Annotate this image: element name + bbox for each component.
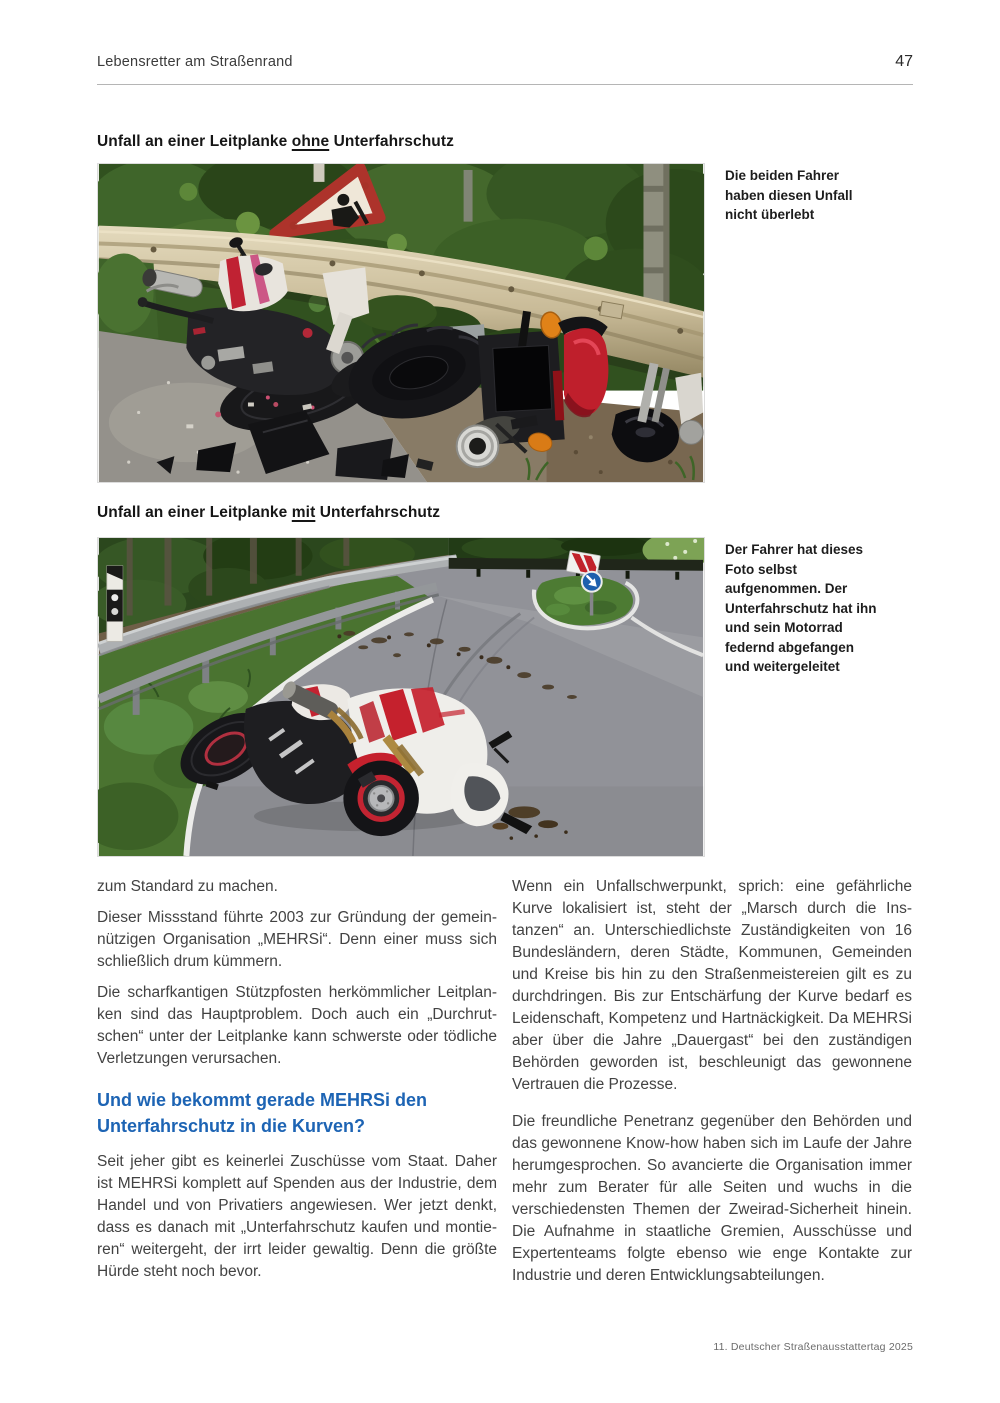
figure-2-heading — [97, 504, 440, 522]
crash-photo-1-illustration — [98, 164, 704, 482]
page-footer: 11. Deutscher Straßenausstattertag 2025 — [713, 1341, 913, 1353]
figure-1-caption: Die beiden Fahrer haben diesen Unfall nicht überlebt — [725, 168, 853, 222]
paragraph: Dieser Missstand führte 2003 zur Gründung der gemeinnützigen Organisation „MEHRSi“. Denn einer muss sich schließlich drum kümmern. — [97, 909, 497, 970]
figure-1-heading — [97, 133, 454, 151]
figure-1-heading-pre: Unfall an einer Leitplanke — [97, 133, 292, 150]
crash-photo-2-illustration — [98, 538, 704, 856]
paragraph: Die scharfkantigen Stützpfosten herkömmlicher Leitplanken sind das Hauptproblem. Doch auch ein „Durchrutschen“ unter der Leitplanke kann schwerste oder tödliche Verletzungen verursachen. — [97, 984, 497, 1067]
section-subheading: Und wie bekommt gerade MEHRSi den Unterfahrschutz in die Kurven? — [97, 1090, 428, 1136]
paragraph: Wenn ein Unfallschwerpunkt, sprich: eine gefährliche Kurve lokalisiert ist, steht der „Marsch durch die Instanzen“ an. Unterschiedlichste Zuständigkeiten von 16 Bundesländern, deren Städte, Kommunen, Gemeinden und Kreise bis hin zu den Straßenmeistereien gilt es zu durchdringen. Bis zur Entschärfung der Kurve bedarf es Leidenschaft, Kompetenz und Hartnäckigkeit. Da MEHRSi aber über die Jahre „Dauergast“ bei den zuständigen Behörden geworden ist, beschleunigt das gewonnene Vertrauen die Prozesse. — [512, 878, 912, 1093]
page-number: 47 — [895, 53, 913, 70]
reflector-post-icon — [107, 566, 123, 642]
figure-2-heading-emphasis: mit — [291, 504, 316, 521]
running-title: Lebensretter am Straßenrand — [97, 54, 293, 70]
figure-1-heading-emphasis: ohne — [291, 133, 330, 150]
running-head — [97, 53, 913, 71]
figure-1-heading-post: Unterfahrschutz — [329, 133, 454, 150]
article-body — [97, 876, 913, 1296]
paragraph: zum Standard zu machen. — [97, 878, 278, 895]
blue-arrow-sign-icon — [582, 572, 602, 592]
photo-crash-without-underride-guard — [97, 163, 705, 483]
header-rule — [97, 84, 913, 85]
paragraph: Die freundliche Penetranz gegenüber den Behörden und das gewonnene Know-how haben sich im Laufe der Jahre herumgesprochen. So avancierte die Organisation immer mehr zum Berater für alle Seiten und wuchs in die verschiedensten Themen der Zweirad-Sicherheit hinein. Die Aufnahme in staatliche Gremien, Ausschüsse und Expertenteams folgte ebenso wie enge Kontakte zur Industrie und deren Entwicklungsabteilungen. — [512, 1113, 912, 1284]
photo-crash-with-underride-guard — [97, 537, 705, 857]
figure-2-heading-post: Unterfahrschutz — [315, 504, 441, 521]
figure-2-caption: Der Fahrer hat dieses Foto selbst aufgenommen. Der Unterfahrschutz hat ihn und sein Motorrad federnd abgefangen und weitergeleitet — [725, 542, 877, 674]
figure-2-heading-pre: Unfall an einer Leitplanke — [97, 504, 292, 521]
left-column — [97, 876, 497, 1296]
right-column — [512, 876, 912, 1296]
paragraph: Seit jeher gibt es keinerlei Zuschüsse vom Staat. Daher ist MEHRSi komplett auf Spenden aus der Industrie, dem Handel und von Privatiers angewiesen. Wer jetzt denkt, dass es danach mit „Unterfahrschutz kaufen und montieren“ weitergeht, der irrt leider gewaltig. Denn die größte Hürde steht noch bevor. — [97, 1153, 497, 1280]
